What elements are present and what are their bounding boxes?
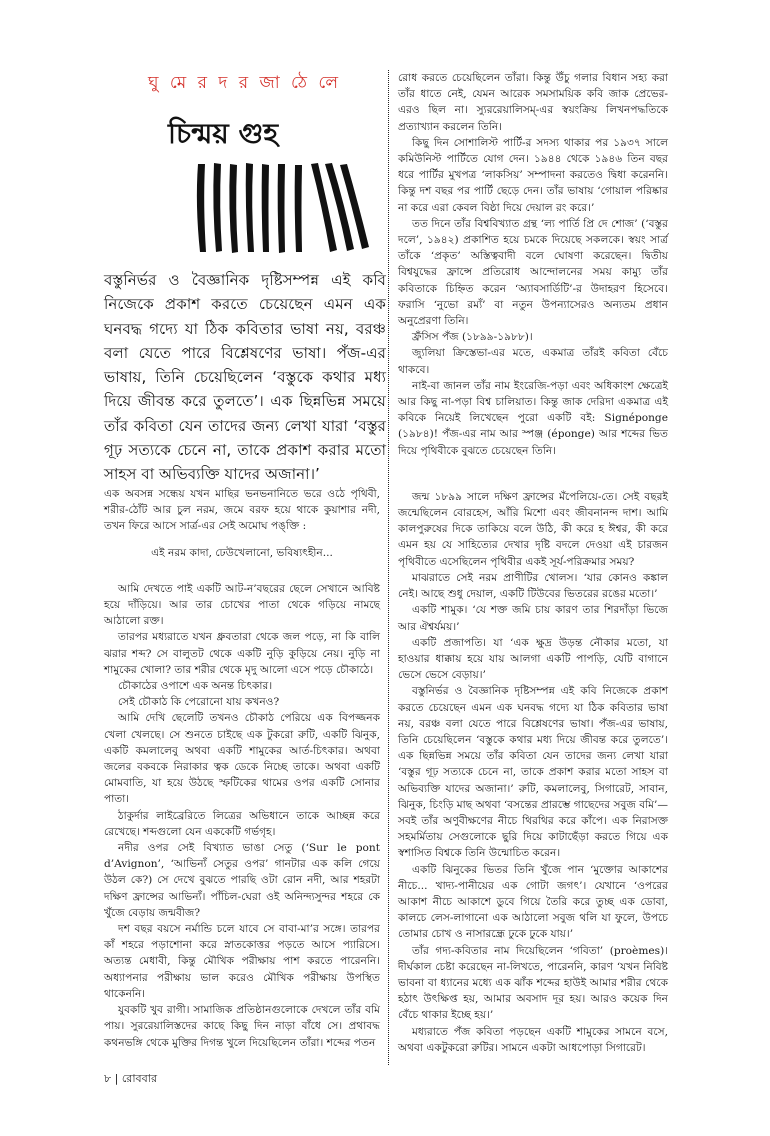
- author-name: চিন্ময় গুহ: [168, 117, 279, 150]
- paragraph: তাঁর গদ্য-কবিতার নাম দিয়েছিলেন ‘গবিতা’ (proèmes)। দীর্ঘকাল চেষ্টা করেছেন না-লিখতে, পারেননি, কারণ ‘যখন নিবিষ্ট ভাবনা বা ধ্যানের মধ্যে এক ঝাঁক শব্দের হাউই আমার শরীর থেকে হঠাৎ উৎক্ষিপ্ত হয়, আমার অবসাদ দূর হয়। আরও কয়েক দিন বেঁচে থাকার ইচ্ছে হয়।’: [398, 944, 668, 1022]
- paragraph: নদীর ওপর সেই বিখ্যাত ভাঙা সেতু (‘Sur le pont d’Avignon’, ‘আভিন্যঁ সেতুর ওপর’ গানটার এক কলি গেয়ে উঠল কে?) সে দেখে বুঝতে পারছি ওটা রোন নদী, আর শহরটা দক্ষিণ ফ্রান্সের আভিন্যঁ। পাঁচিল-ঘেরা ওই অনিন্দ্যসুন্দর শহরে কে খুঁজে বেড়ায় জন্মবীজ?: [104, 842, 380, 919]
- paragraph: এক অবসন্ন সন্ধেয় যখন মাছির ভনভনানিতে ভরে ওঠে পৃথিবী, শরীর-ঠোঁট আর চুল নরম, জমে বরফ হয়ে থাকে কুয়াশার নদী, তখন ফিরে আসে সার্ত্র-এর সেই অমোঘ পঙ্‌ক্তি :: [104, 488, 380, 533]
- paragraph: আমি দেখতে পাই একটি আট-ন’বছরের ছেলে সেখানে আবিষ্ট হয়ে দাঁড়িয়ে। আর তার চোখের পাতা থেকে গড়িয়ে নামছে আঠালো রক্ত।: [104, 582, 380, 628]
- paragraph: রোধ করতে চেয়েছিলেন তাঁরা। কিন্তু উঁচু গলার বিধান সহ্য করা তাঁর ধাতে নেই, যেমন আরেক সমসাময়িক কবি জাক প্রেভের-এরও ছিল না। স্যুররেয়ালিসম্-এর স্বয়ংক্রিয় লিখনপদ্ধতিকে প্রত্যাখ্যান করলেন তিনি।: [398, 72, 668, 133]
- paragraph: চৌকাঠের ওপাশে এক অনন্ত চিৎকার।: [118, 680, 273, 693]
- paragraph: মধ্যরাতে পঁজ কবিতা পড়ছেন একটি শামুকের সামনে বসে, অথবা একটুকরো রুটির। সামনে একটা আধপোড়া সিগারেট।: [398, 1025, 668, 1054]
- left-column: [104, 486, 380, 1051]
- paragraph: যুবকটি খুব রাগী। সামাজিক প্রতিষ্ঠানগুলোকে দেখলে তাঁর বমি পায়। সুররেয়ালিস্তদের কাছে কিছু দিন নাড়া বাঁধে সে। প্রথাবদ্ধ কথনভঙ্গি থেকে মুক্তির দিগন্ত খুলে দিয়েছিলেন তাঁরা। শব্দের পতন: [104, 1004, 380, 1049]
- paragraph: কিছু দিন সোশালিস্ট পার্টি-র সদস্য থাকার পর ১৯৩৭ সালে কমিউনিস্ট পার্টিতে যোগ দেন। ১৯৪৪ থেকে ১৯৪৬ তিন বছর ধরে পার্টির মুখপত্র ‘লাকসিয়’ সম্পাদনা করতেও দ্বিধা করেননি। কিন্তু দশ বছর পর পার্টি ছেড়ে দেন। তাঁর ভাষায় ‘গোয়াল পরিষ্কার না করে এরা কেবল বিষ্ঠা দিয়ে দেয়াল রং করে।’: [398, 136, 668, 214]
- brush-stroke: [262, 164, 269, 252]
- paragraph: একটি শামুক। ‘যে শক্ত জমি চায় কারণ তার শিরদাঁড়া ভিজে আর ঐশ্বর্যময়।’: [398, 604, 668, 633]
- paragraph: নাই-বা জানল তাঁর নাম ইংরেজি-পড়া এবং অধিকাংশ ক্ষেত্রেই আর কিছু না-পড়া বিশ্ব চালিয়াত। কিন্তু জাক দেরিদা একমাত্র এই কবিকে নিয়েই লিখেছেন পুরো একটি বই: Signéponge (১৯৮৪)! পঁজ-এর নাম আর স্পঞ্জ (éponge) আর শব্দের ভিত দিয়ে পৃথিবীকে বুঝতে চেয়েছেন তিনি।: [398, 379, 668, 457]
- article-kicker: ঘু মে র দ র জা ঠে লে: [148, 73, 341, 93]
- brush-stroke: [295, 165, 302, 252]
- brush-stroke: [229, 164, 238, 253]
- paragraph: দশ বছর বয়সে নর্মান্ডি চলে যাবে সে বাবা-মা’র সঙ্গে। তারপর কাঁ শহরে পড়াশোনা করে স্নাতকোত্তর পড়তে আসে প্যারিসে। অত্যন্ত মেধাবী, কিন্তু মৌখিক পরীক্ষায় পাশ করতে পারেননি। অধ্যাপনার পরীক্ষায় ভাল করেও মৌখিক পরীক্ষায় উপস্থিত থাকেননি।: [104, 923, 380, 1000]
- brush-stroke: [197, 164, 206, 252]
- paragraph: একটি ঝিনুকের ভিতর তিনি খুঁজে পান ‘মুক্তোর আকাশের নীচে... খাদ্য-পানীয়ের এক গোটা জগৎ’। যেখানে ‘ওপরের আকাশ নীচে আকাশে ডুবে গিয়ে তৈরি করে তুচ্ছ এক ডোবা, কালচে লেস-লাগানো এক আঠালো সবুজ থলি যা ফুলে, উপচে তোমার চোখ ও নাসারন্ধ্রে ঢুকে ঢুকে যায়।’: [398, 863, 668, 941]
- paragraph: ফ্রঁসিস পঁজ (১৮৯৯-১৯৮৮)।: [412, 331, 533, 344]
- paragraph: বস্তুনির্ভর ও বৈজ্ঞানিক দৃষ্টিসম্পন্ন এই কবি নিজেকে প্রকাশ করতে চেয়েছেন এমন এক ঘনবদ্ধ গদ্যে যা ঠিক কবিতার ভাষা নয়, বরঞ্চ বলা যেতে পারে বিশ্লেষণের ভাষা। পঁজ-এর ভাষায়, তিনি চেয়েছিলেন ‘বস্তুকে কথার মধ্য দিয়ে জীবন্ত করে তুলতে’। এক ছিন্নভিন্ন সময়ে তাঁর কবিতা যেন তাদের জন্য লেখা যারা ‘বস্তুর গূঢ় সত্যকে চেনে না, তাকে প্রকাশ করার মতো সাহস বা অভিব্যক্তি যাদের অজানা।’ রুটি, কমলালেবু, সিগারেট, সাবান, ঝিনুক, চিংড়ি মাছ অথবা ‘বসন্তের প্রারম্ভে গাছেদের সবুজ বমি’—সবই তাঁর অণুবীক্ষণের নীচে থিরথির করে কাঁপে। এক নিরাসক্ত সহমর্মিতায় সেগুলোকে ছুরি দিয়ে কাটাছেঁড়া করতে গিয়ে এক স্বশাসিত বিশ্বকে তিনি উন্মোচিত করেন।: [398, 685, 668, 860]
- paragraph: জ্যুলিয়া ক্রিস্তেভা-এর মতে, একমাত্র তাঁরই কবিতা বেঁচে থাকবে।: [398, 347, 668, 376]
- pull-quote: বস্তুনির্ভর ও বৈজ্ঞানিক দৃষ্টিসম্পন্ন এই কবি নিজেকে প্রকাশ করতে চেয়েছেন এমন এক ঘনবদ্ধ গদ্যে যা ঠিক কবিতার ভাষা নয়, বরঞ্চ বলা যেতে পারে বিশ্লেষণের ভাষা। পঁজ-এর ভাষায়, তিনি চেয়েছিলেন ‘বস্তুকে কথার মধ্য দিয়ে জীবন্ত করে তুলতে’। এক ছিন্নভিন্ন সময়ে তাঁর কবিতা যেন তাদের জন্য লেখা যারা ‘বস্তুর গূঢ় সত্যকে চেনে না, তাকে প্রকাশ করার মতো সাহস বা অভিব্যক্তি যাদের অজানা।’: [104, 271, 386, 484]
- page-footer: [104, 1070, 157, 1089]
- paragraph: মাঝরাতে সেই নরম প্রাণীটির খোলস। ‘যার কোনও কঙ্কাল নেই। আছে শুধু দেয়াল, একটি টিউবের ভিতরের রঙের মতো।’: [398, 571, 668, 601]
- section-name: রোববার: [121, 1072, 158, 1085]
- poem-line: এই নরম কাদা, ঢেউখেলানো, ভবিষ্যৎহীন...: [151, 546, 333, 559]
- paragraph: তত দিনে তাঁর বিশ্ববিখ্যাত গ্রন্থ ‘ল্য পার্তি প্রি দে শোজ’ (‘বস্তুর দলে’, ১৯৪২) প্রকাশিত হয়ে চমকে দিয়েছে সকলকে। স্বয়ং সার্ত্র তাঁকে ‘প্রকৃত’ অস্তিত্ববাদী বলে ঘোষণা করেছেন। দ্বিতীয় বিশ্বযুদ্ধের ফ্রান্সে প্রতিরোধ আন্দোলনের সময় কাম্যু তাঁর কবিতাকে চিহ্নিত করেন ‘অ্যাবসার্ডিটি’-র উদাহরণ হিসেবে। ফরাসি ‘নুভো রম্যঁ’ বা নতুন উপন্যাসেরও অন্যতম প্রধান অনুপ্রেরণা তিনি।: [398, 217, 668, 328]
- brush-stroke: [246, 163, 254, 252]
- brush-stroke: [278, 164, 285, 253]
- column-divider: [388, 70, 389, 1065]
- footer-separator: |: [114, 1072, 122, 1085]
- brush-strokes-illustration: [192, 160, 372, 255]
- paragraph: ঠাকুর্দার লাইব্রেরিতে লিত্রের অভিধানে তাকে আচ্ছন্ন করে রেখেছে। শব্দগুলো যেন এককেটি গর্ভগৃহ।: [104, 809, 380, 838]
- paragraph: সেই চৌকাঠ কি পেরোনো যায় কখনও?: [118, 696, 280, 709]
- paragraph: জন্ম ১৮৯৯ সালে দক্ষিণ ফ্রান্সের মঁপেলিয়ে-তে। সেই বছরই জন্মেছিলেন বোরহেস, আঁরি মিশো এবং জীবনানন্দ দাশ। আমি কালপুরুষের দিকে তাকিয়ে বলে উঠি, কী করে হ ঈশ্বর, কী করে এমন হয় যে সাহিত্যের দেখার দৃষ্টি বদলে দেওয়া এই চারজন পৃথিবীতে এসেছিলেন পৃথিবীর একই সূর্য-পরিক্রমার সময়?: [398, 490, 668, 568]
- paragraph: তারপর মধ্যরাতে যখন ধ্রুবতারা থেকে জল পড়ে, না কি বালি ঝরার শব্দ? সে বালুতট থেকে একটি নুড়ি কুড়িয়ে নেয়। নুড়ি না শামুকের খোলা? তার শরীর থেকে মৃদু আলো এসে পড়ে চৌকাঠে।: [104, 631, 380, 676]
- paragraph: আমি দেখি ছেলেটি তখনও চৌকাঠ পেরিয়ে এক বিপজ্জনক খেলা খেলছে। সে শুনতে চাইছে এক টুকরো রুটি, একটি ঝিনুক, একটি কমলালেবু অথবা একটি শামুকের আর্ত-চিৎকার। অথবা জলের বকবকে নিরাকার ত্বক ডেকে নিচ্ছে তাকে। অথবা একটি মোমবাতি, যা হয়ে উঠছে স্ফটিকের থামের ওপর একটি সোনার পাতা।: [104, 712, 380, 806]
- right-column: [398, 70, 668, 1056]
- page-number: ৮: [104, 1072, 112, 1085]
- brush-stroke: [213, 163, 222, 252]
- paragraph: একটি প্রজাপতি। যা ‘এক ক্ষুদ্র উড়ন্ত নৌকার মতো, যা হাওয়ার ধাক্কায় হয়ে যায় আলগা একটি পাপড়ি, যেটি বাগানে ভেসে ভেসে বেড়ায়।’: [398, 636, 668, 682]
